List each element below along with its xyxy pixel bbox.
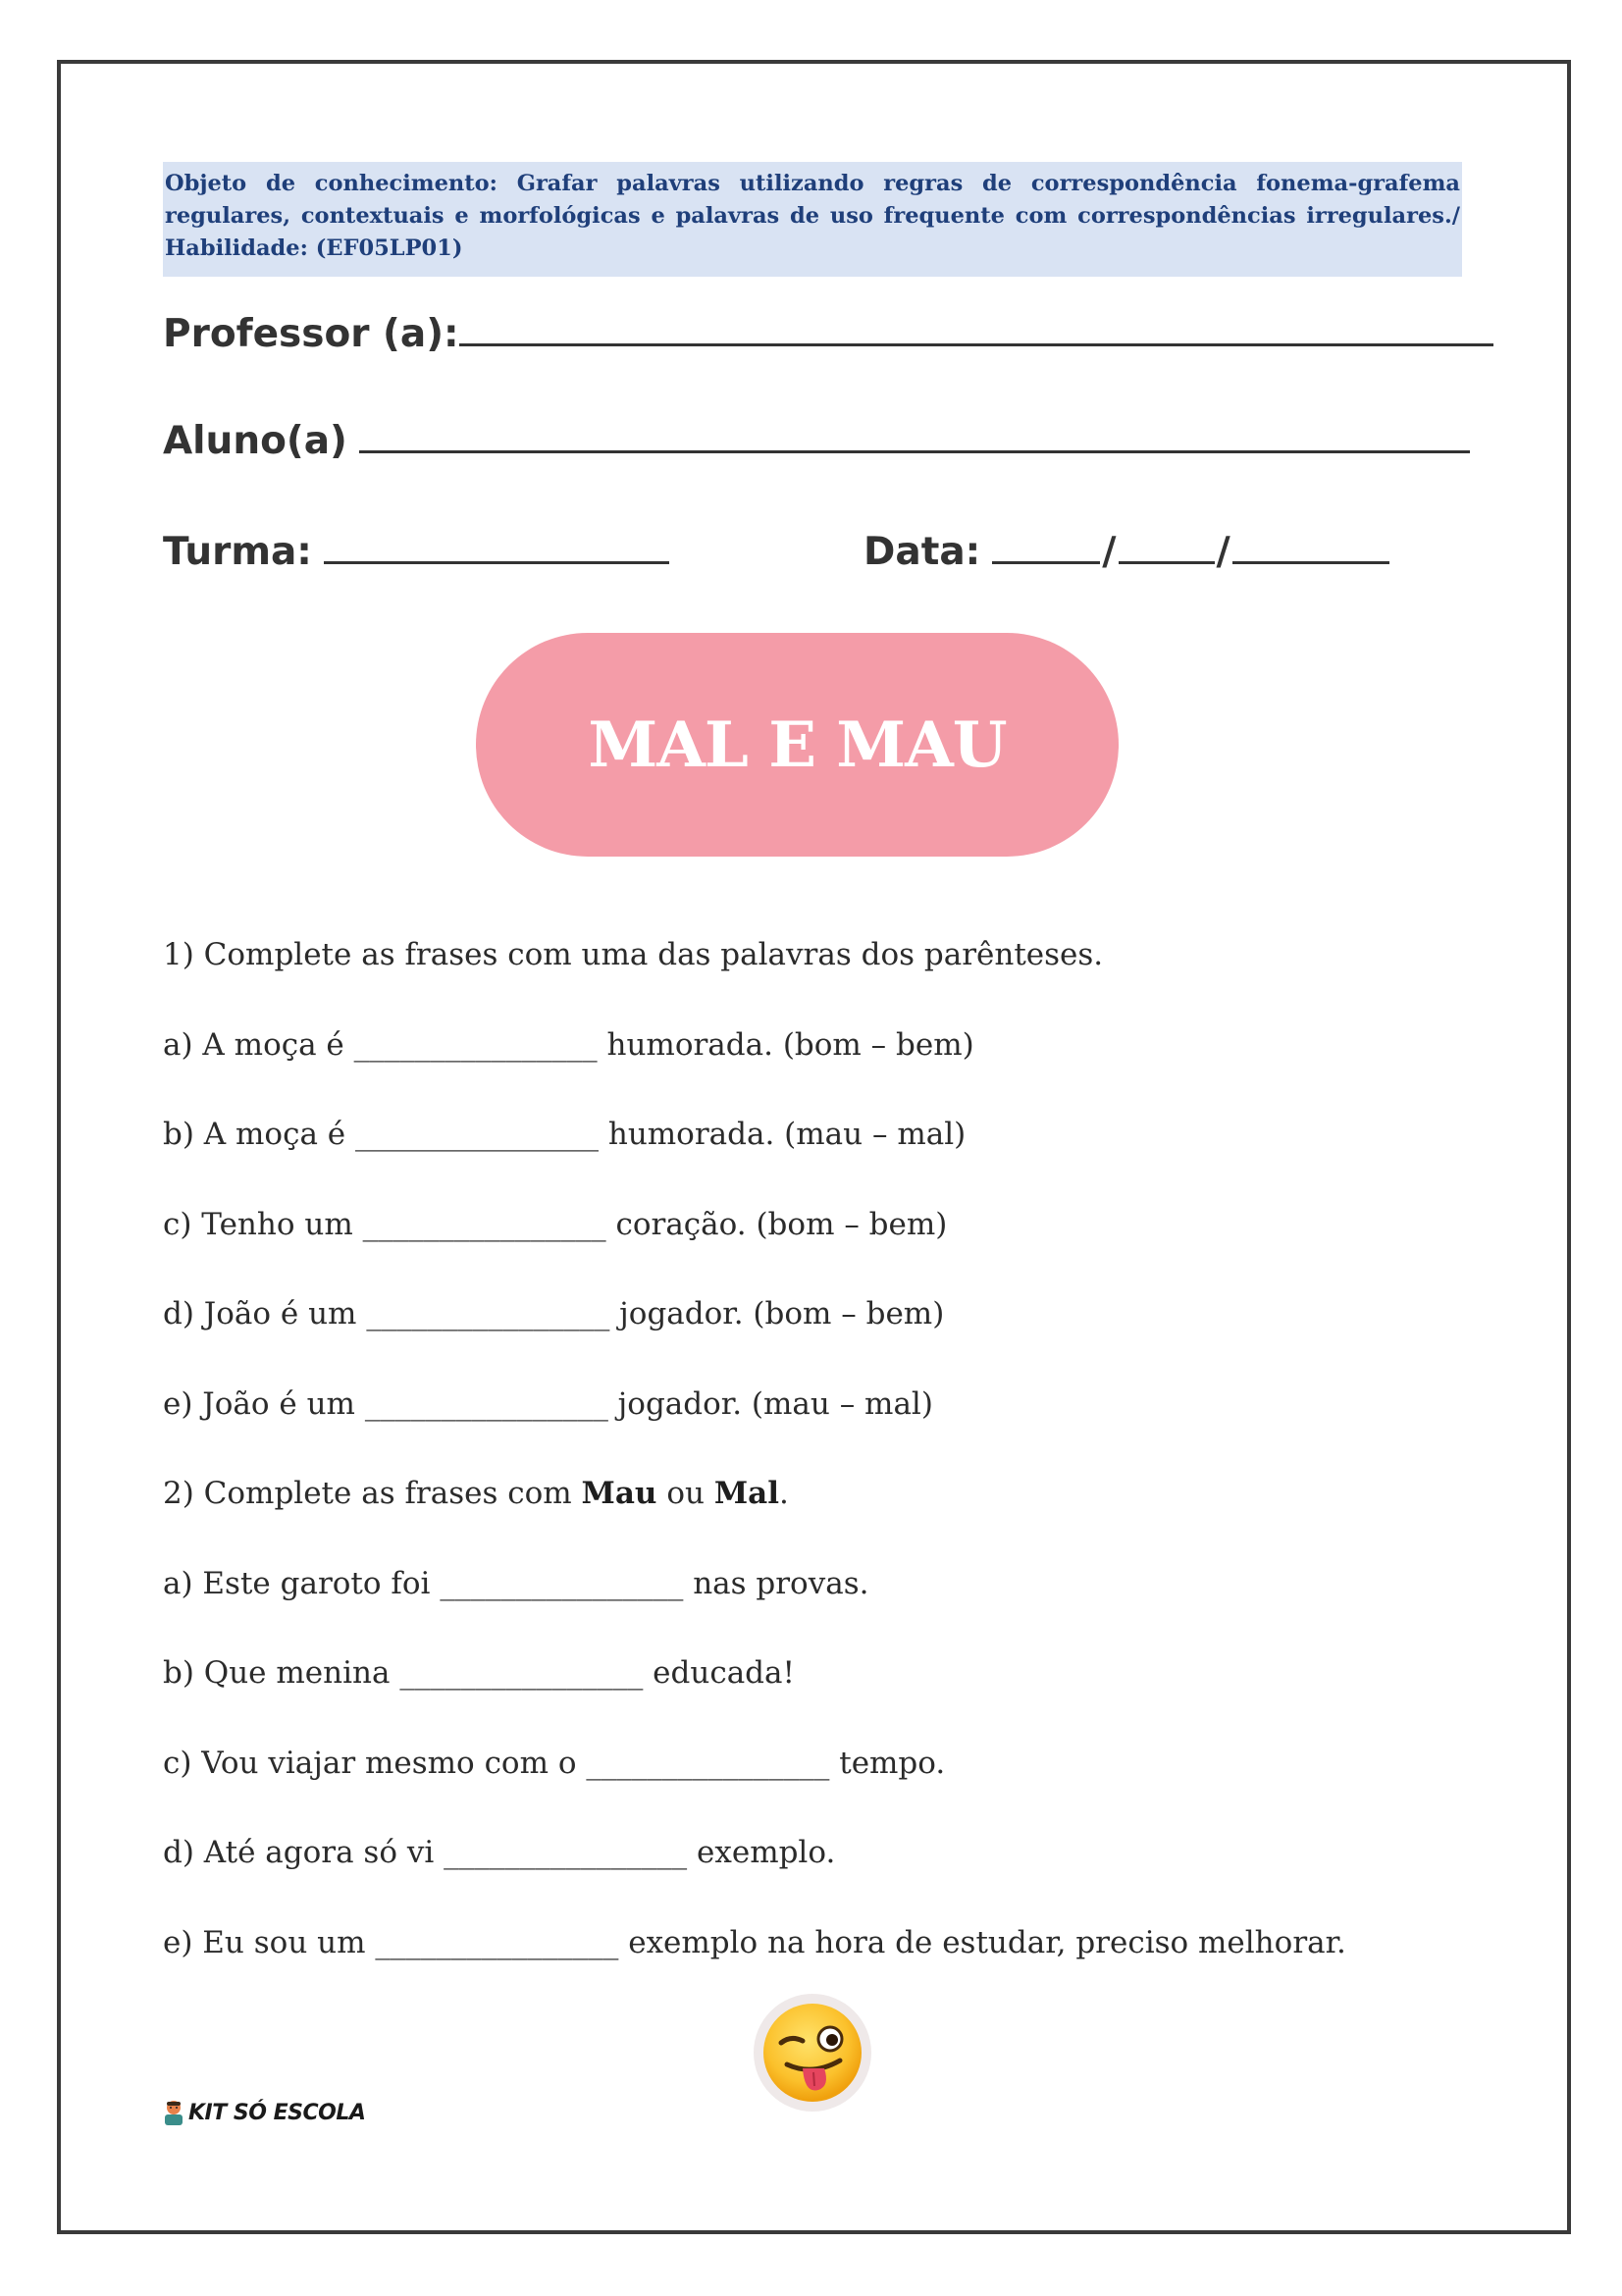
item-prefix: d) João é um (163, 1296, 357, 1331)
date-label: Data: (863, 530, 981, 574)
item-prefix: a) A moça é (163, 1027, 344, 1063)
exercise-1-item-e (163, 1384, 933, 1424)
answer-blank[interactable]: ________________ (362, 1207, 606, 1242)
exercise-1-item-c (163, 1205, 947, 1244)
class-field (163, 530, 669, 574)
exercise-2-item-b (163, 1653, 795, 1693)
brand-name: KIT SÓ ESCOLA (188, 2100, 366, 2125)
answer-blank[interactable]: ________________ (399, 1655, 644, 1691)
date-year-line[interactable] (1232, 532, 1389, 564)
item-prefix: d) Até agora só vi (163, 1835, 435, 1870)
exercise-1-instruction: 1) Complete as frases com uma das palavras dos parênteses. (163, 937, 1104, 972)
knowledge-objective-banner: Objeto de conhecimento: Grafar palavras utilizando regras de correspondência fonema-grafema regulares, contextuais e morfológicas e palavras de uso frequente com correspondências irregulares./ Habilidade: (EF05LP01) (163, 162, 1462, 277)
word-mal: Mal (713, 1476, 780, 1511)
item-suffix: humorada. (bom – bem) (606, 1027, 974, 1063)
answer-blank[interactable]: ________________ (444, 1835, 688, 1870)
student-line[interactable] (359, 421, 1470, 453)
item-prefix: b) A moça é (163, 1117, 346, 1152)
date-separator-1: / (1102, 530, 1117, 574)
exercise-2-item-e (163, 1923, 1346, 1962)
title-banner (476, 633, 1119, 857)
worksheet-title: MAL E MAU (588, 707, 1007, 782)
instruction-connector: ou (656, 1476, 714, 1511)
winking-tongue-emoji-icon (752, 1992, 873, 2113)
item-suffix: nas provas. (693, 1566, 869, 1601)
professor-line[interactable] (459, 314, 1493, 346)
answer-blank[interactable]: ________________ (586, 1746, 830, 1781)
item-suffix: exemplo na hora de estudar, preciso melhorar. (628, 1925, 1346, 1960)
item-suffix: exemplo. (697, 1835, 836, 1870)
instruction-end: . (779, 1476, 789, 1511)
item-suffix: jogador. (bom – bem) (619, 1296, 945, 1331)
answer-blank[interactable]: ________________ (440, 1566, 684, 1601)
exercise-1-item-b (163, 1115, 966, 1154)
date-month-line[interactable] (1119, 532, 1215, 564)
item-suffix: educada! (653, 1655, 795, 1691)
answer-blank[interactable]: ________________ (353, 1027, 598, 1063)
item-suffix: jogador. (mau – mal) (617, 1386, 933, 1422)
class-line[interactable] (324, 532, 669, 564)
answer-blank[interactable]: ________________ (375, 1925, 619, 1960)
exercise-1-item-d (163, 1294, 944, 1333)
student-label: Aluno(a) (163, 419, 347, 463)
exercise-2-item-d (163, 1833, 835, 1872)
class-label: Turma: (163, 530, 312, 574)
date-field (863, 530, 1389, 574)
date-day-line[interactable] (992, 532, 1100, 564)
exercise-1-item-a (163, 1025, 974, 1065)
instruction-start: 2) Complete as frases com (163, 1476, 582, 1511)
exercise-2-instruction (163, 1474, 789, 1513)
student-field (163, 419, 1470, 463)
item-suffix: coração. (bom – bem) (615, 1207, 948, 1242)
item-prefix: e) João é um (163, 1386, 355, 1422)
professor-field (163, 312, 1493, 356)
item-prefix: b) Que menina (163, 1655, 391, 1691)
item-prefix: e) Eu sou um (163, 1925, 366, 1960)
exercise-2-item-c (163, 1744, 945, 1783)
professor-label: Professor (a): (163, 312, 459, 356)
answer-blank[interactable]: ________________ (355, 1117, 599, 1152)
student-icon (163, 2100, 184, 2125)
date-separator-2: / (1216, 530, 1230, 574)
item-prefix: c) Tenho um (163, 1207, 353, 1242)
brand-logo (163, 2100, 365, 2125)
item-prefix: a) Este garoto foi (163, 1566, 431, 1601)
word-mau: Mau (581, 1476, 657, 1511)
item-suffix: humorada. (mau – mal) (607, 1117, 967, 1152)
answer-blank[interactable]: ________________ (364, 1386, 608, 1422)
answer-blank[interactable]: ________________ (366, 1296, 610, 1331)
item-suffix: tempo. (839, 1746, 946, 1781)
exercise-2-item-a (163, 1564, 868, 1603)
item-prefix: c) Vou viajar mesmo com o (163, 1746, 577, 1781)
